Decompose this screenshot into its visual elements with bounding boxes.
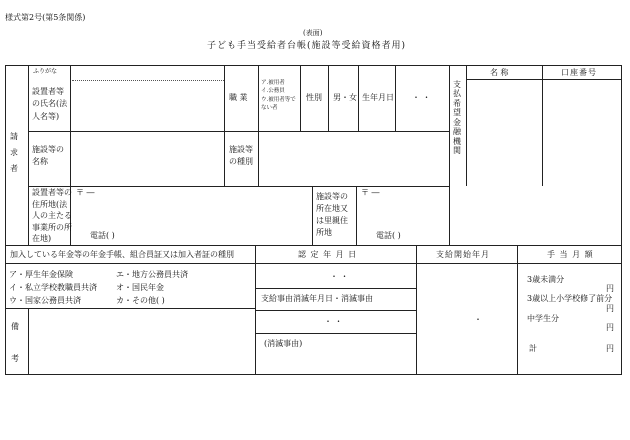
occupation-options[interactable]: ア.被用者 イ.公務員 ウ.被用者等で ない者: [261, 80, 296, 111]
remarks-label: 備 考: [11, 322, 19, 363]
form-side-label: (表面): [303, 29, 323, 37]
monthly-allowance-header: 手 当 月 額: [547, 250, 594, 259]
total-yen: 円: [606, 344, 614, 353]
total-label: 計: [529, 344, 537, 353]
facility-type-label: 施設等 の種別: [229, 145, 253, 167]
stop-date-label: 支給事由消滅年月日・消滅事由: [261, 294, 373, 303]
age3-to-elementary-yen: 円: [606, 304, 614, 313]
sex-options[interactable]: 男・女: [333, 93, 357, 102]
approval-date-header: 認 定 年 月 日: [298, 250, 358, 259]
facility-postal-field[interactable]: 〒 ―: [361, 188, 380, 197]
owner-postal-field[interactable]: 〒 ―: [76, 188, 95, 197]
owner-name-field[interactable]: [72, 82, 222, 129]
facility-name-label: 施設等の 名称: [32, 145, 64, 167]
middle-school-yen: 円: [606, 323, 614, 332]
middle-school-label: 中学生分: [527, 314, 559, 323]
bank-name-header: 名 称: [490, 68, 509, 77]
owner-phone-field[interactable]: 電話( ): [90, 231, 115, 240]
bank-account-header: 口座番号: [561, 68, 597, 77]
age3-to-elementary-label: 3歳以上小学校修了前分: [527, 294, 613, 303]
bank-name-field[interactable]: [468, 81, 540, 184]
birthdate-label: 生年月日: [362, 93, 394, 102]
remarks-field[interactable]: [30, 310, 253, 373]
owner-address-label: 設置者等の 住所地(法 人の主たる 事業所の所 在地): [32, 188, 72, 244]
pension-options-right[interactable]: エ・地方公務員共済 オ・国民年金 カ・その他( ): [116, 270, 188, 306]
claimant-section-label: 請 求 者: [10, 132, 18, 173]
stop-date-field[interactable]: ・ ・: [324, 317, 343, 326]
form-number: 様式第2号(第5条関係): [5, 13, 86, 22]
owner-name-label: 設置者等 の氏名(法 人名等): [32, 87, 68, 121]
birthdate-field[interactable]: ・ ・: [412, 93, 431, 102]
facility-type-field[interactable]: [260, 133, 447, 184]
facility-phone-field[interactable]: 電話( ): [376, 231, 401, 240]
furigana-label: ふりがな: [33, 68, 58, 75]
approval-date-field[interactable]: ・ ・: [330, 272, 349, 281]
form-title: 子ども手当受給者台帳(施設等受給資格者用): [207, 41, 407, 51]
under3-label: 3歳未満分: [527, 275, 565, 284]
occupation-label: 職 業: [229, 93, 248, 102]
pension-header: 加入している年金等の年金手帳、組合員証又は加入者証の種別: [10, 250, 234, 259]
stop-reason-field[interactable]: (消滅事由): [264, 339, 303, 348]
facility-address-label: 施設等の 所在地又 は里親住 所地: [316, 192, 348, 237]
pension-options-left[interactable]: ア・厚生年金保険 イ・私立学校教職員共済 ウ・国家公務員共済: [9, 270, 97, 306]
under3-yen: 円: [606, 284, 614, 293]
bank-account-field[interactable]: [544, 81, 619, 184]
bank-section-label: 支 払 希 望 金 融 機 関: [453, 80, 461, 156]
start-month-header: 支給開始年月: [436, 250, 490, 259]
start-month-field[interactable]: ・: [474, 315, 482, 324]
sex-label: 性別: [306, 93, 322, 102]
facility-name-field[interactable]: [72, 133, 222, 184]
